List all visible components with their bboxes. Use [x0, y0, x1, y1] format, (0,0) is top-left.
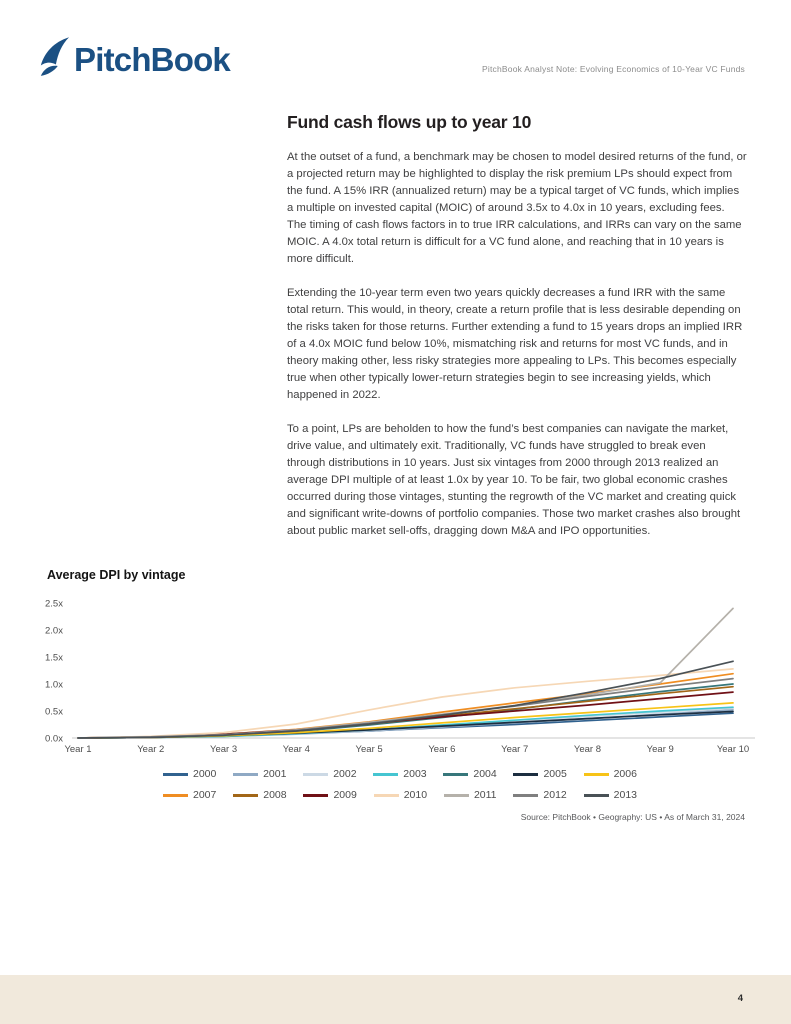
page-footer	[0, 975, 791, 1024]
legend-swatch-2008	[233, 794, 258, 797]
legend-label-2008: 2008	[263, 789, 287, 801]
legend-item-2004	[443, 768, 496, 780]
chart-title: Average DPI by vintage	[47, 568, 186, 582]
legend-label-2003: 2003	[403, 768, 427, 780]
chart-source: Source: PitchBook • Geography: US • As of March 31, 2024	[520, 812, 745, 822]
legend-row-2	[163, 789, 637, 801]
chart-legend	[163, 768, 637, 810]
legend-item-2006	[584, 768, 637, 780]
pitchbook-quill-icon	[38, 36, 70, 83]
x-tick-year-8: Year 8	[573, 744, 602, 755]
legend-label-2013: 2013	[613, 789, 637, 801]
legend-label-2001: 2001	[263, 768, 287, 780]
legend-label-2011: 2011	[473, 789, 497, 801]
dpi-line-chart	[0, 588, 791, 760]
legend-item-2005	[513, 768, 566, 780]
x-tick-year-7: Year 7	[501, 744, 529, 755]
x-tick-year-5: Year 5	[355, 744, 383, 755]
legend-item-2001	[233, 768, 286, 780]
legend-swatch-2009	[303, 794, 328, 797]
legend-item-2010	[374, 789, 427, 801]
y-tick-1.0x: 1.0x	[45, 679, 63, 691]
y-tick-0.5x: 0.5x	[45, 706, 63, 718]
legend-label-2012: 2012	[543, 789, 567, 801]
section-heading: Fund cash flows up to year 10	[287, 112, 532, 132]
legend-item-2007	[163, 789, 216, 801]
legend-label-2004: 2004	[473, 768, 497, 780]
x-tick-year-4: Year 4	[282, 744, 310, 755]
legend-item-2002	[303, 768, 356, 780]
x-tick-year-3: Year 3	[209, 744, 238, 755]
series-line-2003	[78, 707, 733, 738]
page-number: 4	[737, 993, 743, 1004]
x-tick-year-9: Year 9	[646, 744, 674, 755]
legend-swatch-2012	[513, 794, 538, 797]
legend-label-2009: 2009	[333, 789, 357, 801]
legend-label-2006: 2006	[613, 768, 637, 780]
paragraph-1: At the outset of a fund, a benchmark may be chosen to model desired returns of the fund, or a projected return may be highlighted to display the risk premium LPs should expect from the fund. A 15% IRR (annualized return) may be a typical target of VC funds, which implies a multiple on invested capital (MOIC) of around 3.5x to 4.0x in 10 years, excluding fees. The timing of cash flows factors in to true IRR calculations, and IRRs can vary on the same MOIC. A 4.0x total return is difficult for a VC fund alone, and reaching that in 10 years is more difficult.	[287, 151, 747, 265]
x-tick-year-2: Year 2	[137, 744, 165, 755]
y-tick-2.5x: 2.5x	[45, 598, 63, 610]
legend-item-2000	[163, 768, 216, 780]
legend-label-2007: 2007	[193, 789, 217, 801]
legend-item-2008	[233, 789, 286, 801]
legend-swatch-2010	[374, 794, 399, 797]
legend-swatch-2001	[233, 773, 258, 776]
series-line-2013	[78, 661, 733, 738]
legend-swatch-2000	[163, 773, 188, 776]
legend-item-2012	[513, 789, 566, 801]
y-tick-2.0x: 2.0x	[45, 625, 63, 637]
report-header-title: PitchBook Analyst Note: Evolving Economics of 10-Year VC Funds	[482, 64, 745, 74]
pitchbook-logo-text: PitchBook	[74, 40, 230, 78]
legend-item-2013	[584, 789, 637, 801]
legend-row-1	[163, 768, 637, 780]
x-tick-year-10: Year 10	[716, 744, 750, 755]
legend-label-2010: 2010	[403, 789, 428, 801]
legend-swatch-2003	[373, 773, 398, 776]
legend-label-2002: 2002	[333, 768, 357, 780]
legend-swatch-2011	[444, 794, 469, 797]
y-tick-0.0x: 0.0x	[45, 733, 63, 745]
y-tick-1.5x: 1.5x	[45, 652, 63, 664]
legend-item-2009	[303, 789, 356, 801]
x-tick-year-1: Year 1	[64, 744, 92, 755]
legend-swatch-2006	[584, 773, 609, 776]
article-body	[287, 112, 747, 557]
legend-swatch-2005	[513, 773, 538, 776]
legend-label-2005: 2005	[543, 768, 567, 780]
paragraph-2: Extending the 10-year term even two years quickly decreases a fund IRR with the same total return. This would, in theory, create a return profile that is less desirable depending on the risks taken for those returns. Further extending a fund to 15 years drops an implied IRR of a 4.0x MOIC fund below 10%, mismatching risk and returns for most VC funds, and in theory making other, less risky strategies more appealing to LPs. This becomes especially true when other typically lower-return strategies begin to see increasing yields, which happened in 2022.	[287, 287, 743, 401]
legend-item-2003	[373, 768, 426, 780]
legend-swatch-2013	[584, 794, 609, 797]
pitchbook-logo	[38, 36, 230, 83]
x-tick-year-6: Year 6	[428, 744, 456, 755]
chart-canvas	[0, 588, 791, 760]
legend-item-2011	[444, 789, 497, 801]
legend-swatch-2007	[163, 794, 188, 797]
legend-swatch-2004	[443, 773, 468, 776]
legend-swatch-2002	[303, 773, 328, 776]
paragraph-3: To a point, LPs are beholden to how the fund’s best companies can navigate the market, drive value, and ultimately exit. Traditionally, VC funds have struggled to break even through distributions in 10 years. Just six vintages from 2000 through 2013 realized an average DPI multiple of at least 1.0x by year 10. To be fair, two global economic crashes occurred during those vintages, stunting the regrowth of the VC market and creating quick and significant write-downs of portfolio companies. Those two market crashes also brought about public market sell-offs, dragging down M&A and IPO opportunities.	[287, 423, 741, 537]
legend-label-2000: 2000	[193, 768, 217, 780]
